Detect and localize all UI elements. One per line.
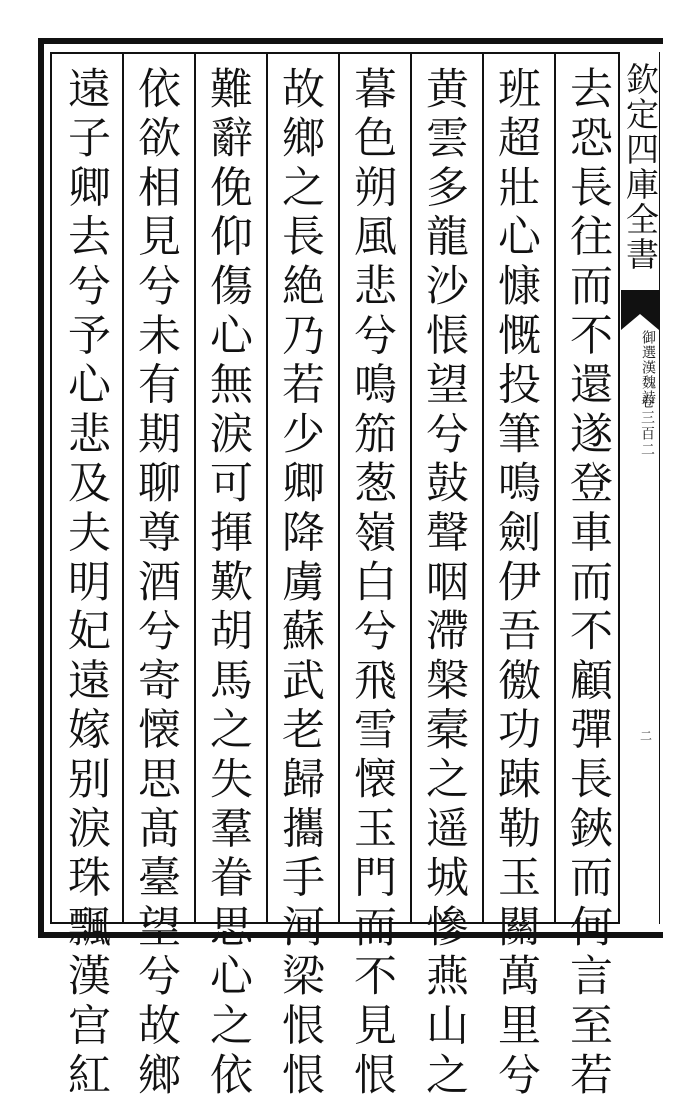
column-rule <box>482 52 484 924</box>
text-column-5: 故鄉之長絶乃若少卿降虜蘇武老歸攜手河梁恨恨 <box>275 66 325 1101</box>
column-rule <box>266 52 268 924</box>
text-column-4: 暮色朔風悲兮鳴笳葱嶺白兮飛雪懐玉門而不見恨 <box>347 66 397 1101</box>
section-title: 御選漢魏詩 <box>640 330 656 405</box>
column-rule <box>410 52 412 924</box>
margin-black-band <box>621 290 659 304</box>
juan-number: 卷三百二 <box>639 394 655 458</box>
column-rule <box>194 52 196 924</box>
text-column-3: 黄雲多龍沙悵望兮鼔聲咽滯槃槖之遥城慘燕山之 <box>419 66 469 1101</box>
column-rule <box>338 52 340 924</box>
text-column-6: 難辭俛仰傷心無淚可揮歎胡馬之失羣眷思心之依 <box>203 66 253 1101</box>
margin-tail-mark: 二 <box>640 729 653 743</box>
text-column-7: 依欲相見兮未有期聊尊酒兮寄懐思髙臺望兮故鄉 <box>131 66 181 1101</box>
book-title: 欽定四庫全書 <box>621 62 660 272</box>
text-column-1: 去恐長往而不還遂登車而不顧彈長鋏而何言至若 <box>563 66 613 1101</box>
fishtail-mark-icon <box>621 304 659 330</box>
text-column-2: 班超壯心慷慨投筆鳴劍伊吾徼功踈勒玉關萬里兮 <box>491 66 541 1101</box>
column-rule <box>122 52 124 924</box>
text-column-8: 遠子卿去兮予心悲及夫明妃遠嫁别淚珠飄漢宫紅 <box>61 66 111 1101</box>
page-margin-banner <box>621 52 659 924</box>
column-rule <box>554 52 556 924</box>
margin-edge-rule <box>659 52 660 924</box>
